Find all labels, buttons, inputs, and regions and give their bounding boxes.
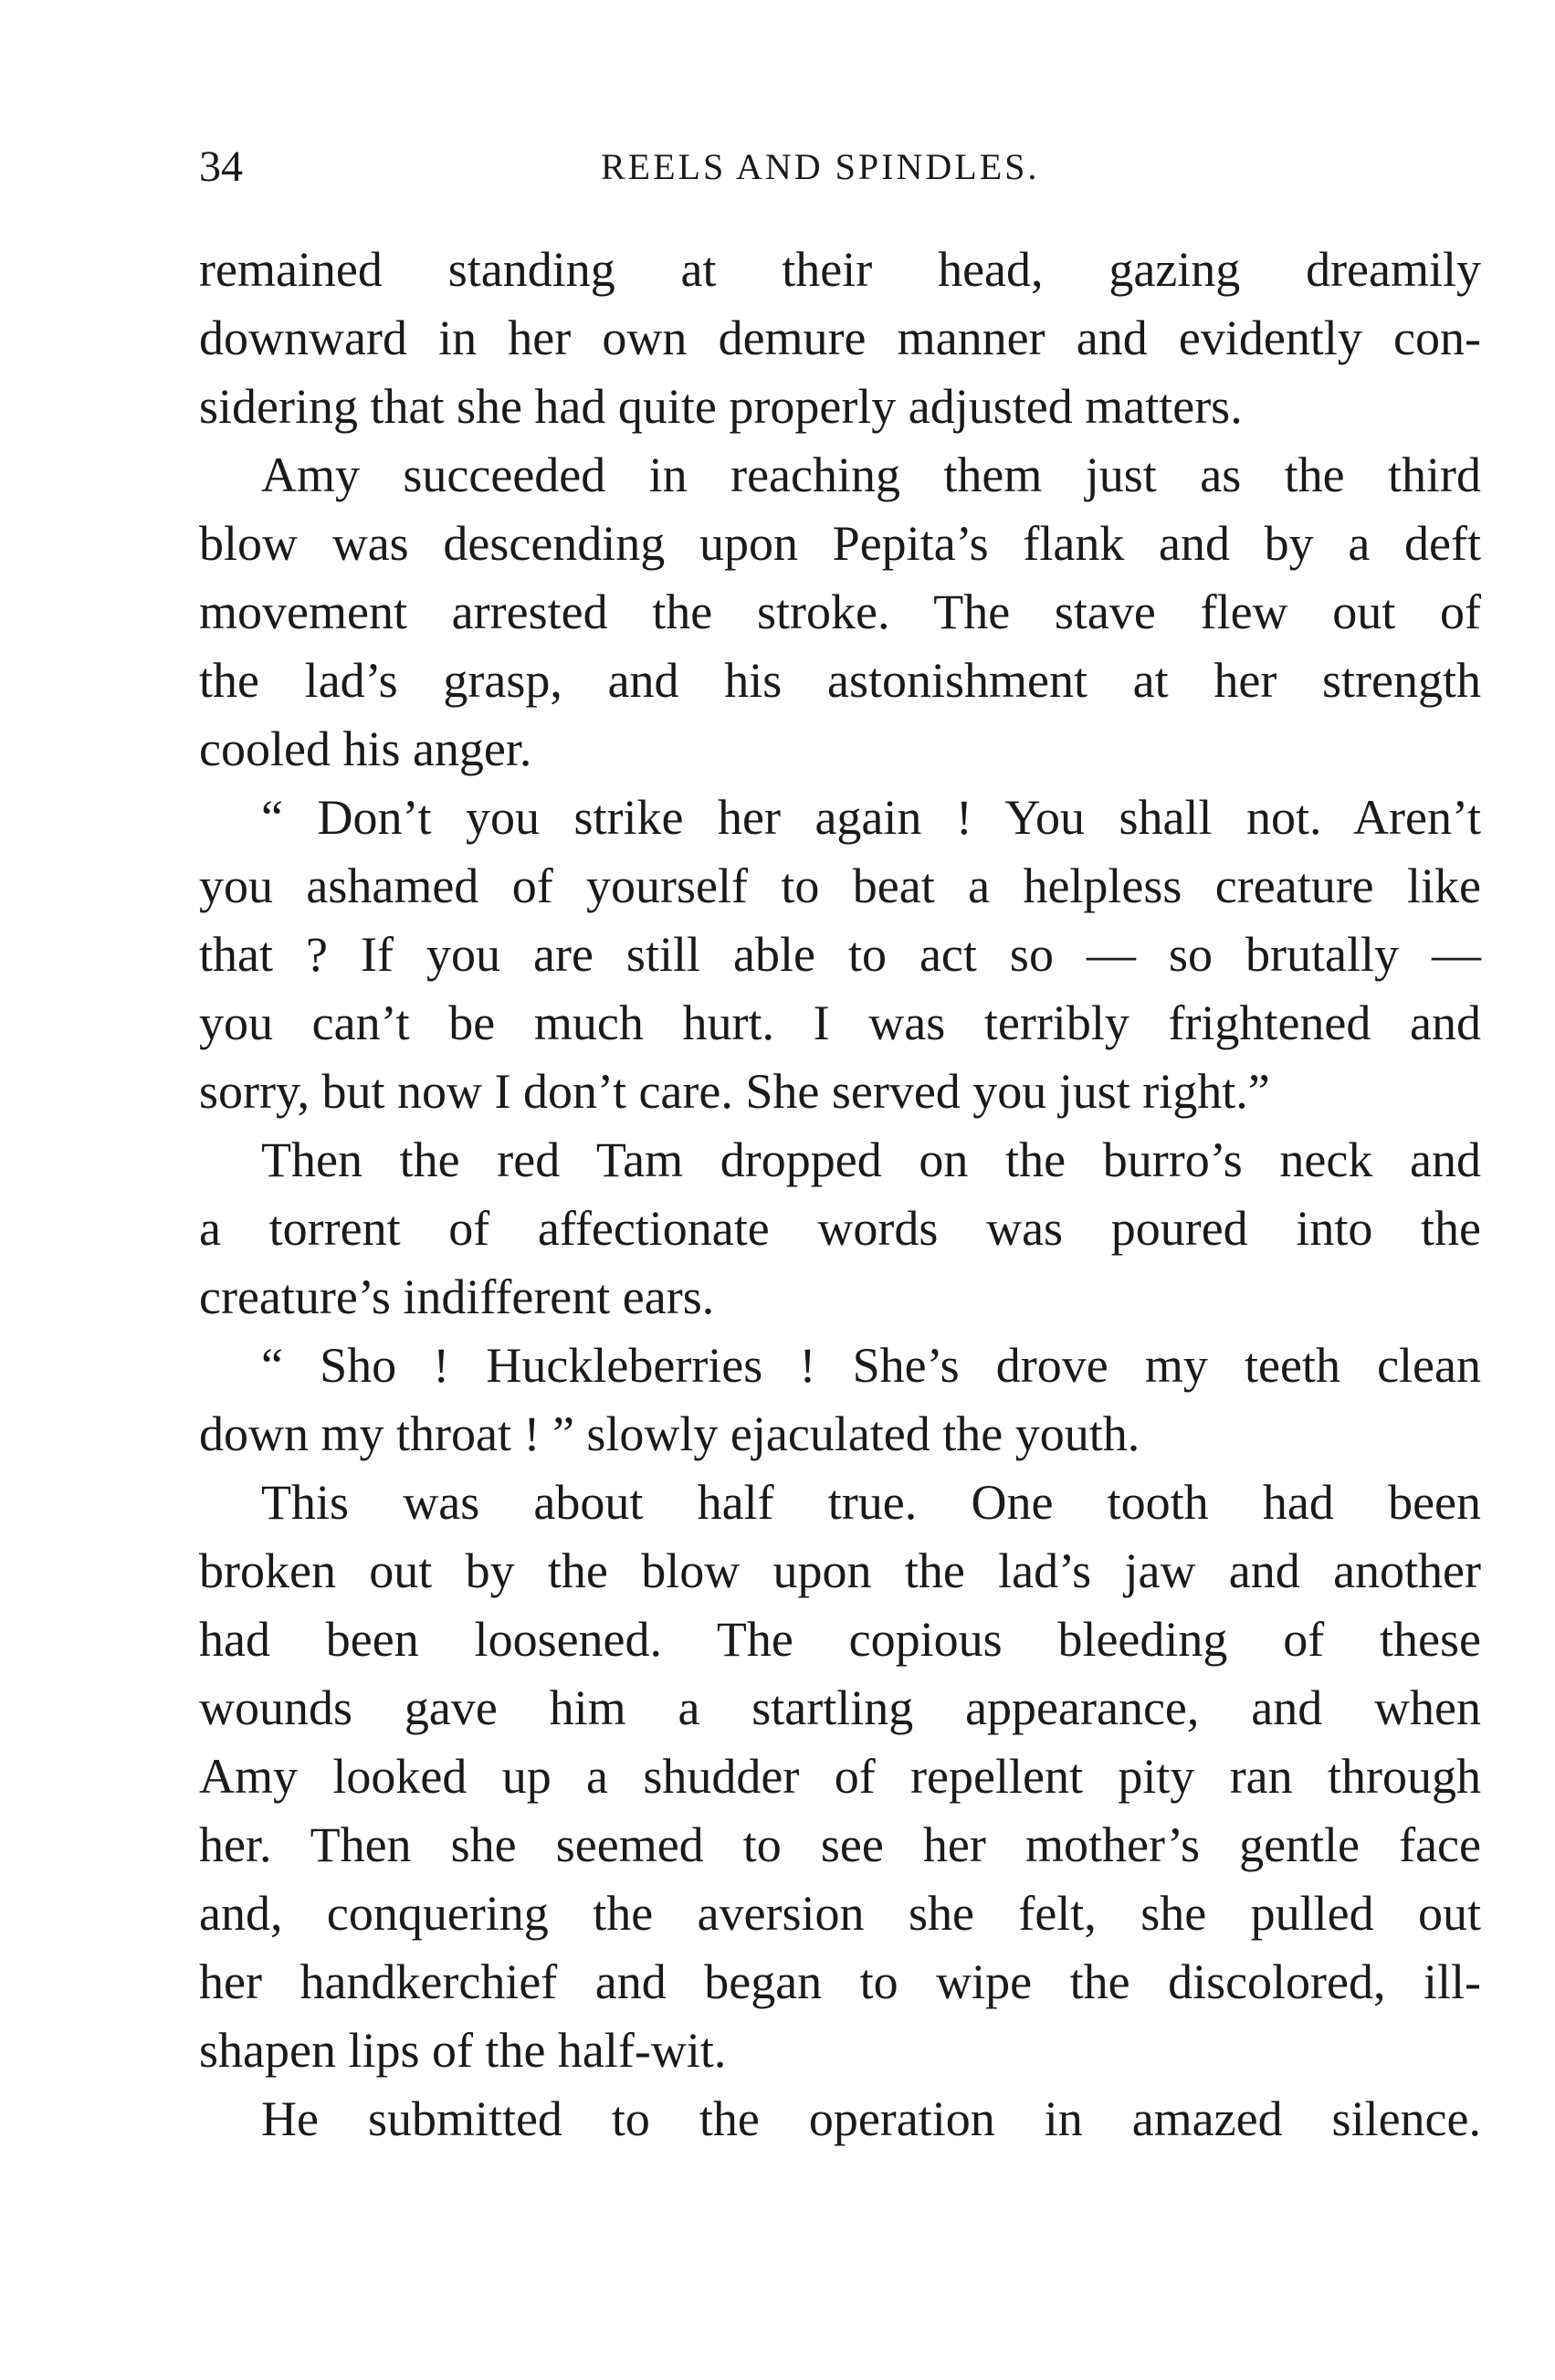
text-line: her. Then she seemed to see her mother’s gentle face bbox=[199, 1817, 1481, 1872]
text-line: sidering that she had quite properly adjusted matters. bbox=[199, 379, 1243, 434]
paragraph bbox=[199, 1332, 1481, 1469]
text-line: “ Sho ! Huckleberries ! She’s drove my teeth clean bbox=[261, 1338, 1481, 1393]
text-line: her handkerchief and began to wipe the discolored, ill- bbox=[199, 1954, 1481, 2009]
text-line: This was about half true. One tooth had been bbox=[261, 1475, 1481, 1530]
paragraph bbox=[199, 784, 1481, 1126]
text-line: you ashamed of yourself to beat a helpless creature like bbox=[199, 858, 1481, 913]
text-line: sorry, but now I don’t care. She served you just right.” bbox=[199, 1064, 1270, 1119]
text-line: and, conquering the aversion she felt, she pulled out bbox=[199, 1886, 1481, 1941]
paragraph bbox=[199, 1469, 1481, 2085]
text-line: had been loosened. The copious bleeding of these bbox=[199, 1612, 1481, 1667]
text-line: He submitted to the operation in amazed silence. bbox=[261, 2091, 1481, 2146]
text-line: Then the red Tam dropped on the burro’s neck and bbox=[261, 1132, 1481, 1187]
text-line: wounds gave him a startling appearance, and when bbox=[199, 1680, 1481, 1735]
paragraph bbox=[199, 236, 1481, 441]
text-line: cooled his anger. bbox=[199, 721, 532, 776]
text-line: the lad’s grasp, and his astonishment at her strength bbox=[199, 653, 1481, 708]
text-line: “ Don’t you strike her again ! You shall not. Aren’t bbox=[261, 790, 1481, 845]
text-line: downward in her own demure manner and evidently con- bbox=[199, 311, 1481, 365]
text-line: you can’t be much hurt. I was terribly frightened and bbox=[199, 995, 1481, 1050]
text-line: creature’s indifferent ears. bbox=[199, 1269, 715, 1324]
text-line: broken out by the blow upon the lad’s jaw and another bbox=[199, 1543, 1481, 1598]
text-line: movement arrested the stroke. The stave flew out of bbox=[199, 584, 1481, 639]
running-title: REELS AND SPINDLES. bbox=[601, 146, 1040, 187]
text-line: down my throat ! ” slowly ejaculated the youth. bbox=[199, 1406, 1140, 1461]
text-line: Amy looked up a shudder of repellent pity ran through bbox=[199, 1749, 1481, 1804]
paragraph bbox=[199, 441, 1481, 784]
text-line: Amy succeeded in reaching them just as the third bbox=[261, 448, 1481, 502]
text-line: remained standing at their head, gazing dreamily bbox=[199, 242, 1481, 297]
body-text bbox=[199, 236, 1481, 2154]
running-header bbox=[199, 135, 1477, 199]
text-line: a torrent of affectionate words was poured into the bbox=[199, 1201, 1481, 1256]
text-line: blow was descending upon Pepita’s flank and by a deft bbox=[199, 516, 1481, 571]
text-line: shapen lips of the half-wit. bbox=[199, 2023, 727, 2078]
text-line: that ? If you are still able to act so — so brutally — bbox=[199, 927, 1481, 982]
page-number: 34 bbox=[199, 142, 243, 191]
paragraph bbox=[199, 2085, 1481, 2154]
paragraph bbox=[199, 1126, 1481, 1332]
